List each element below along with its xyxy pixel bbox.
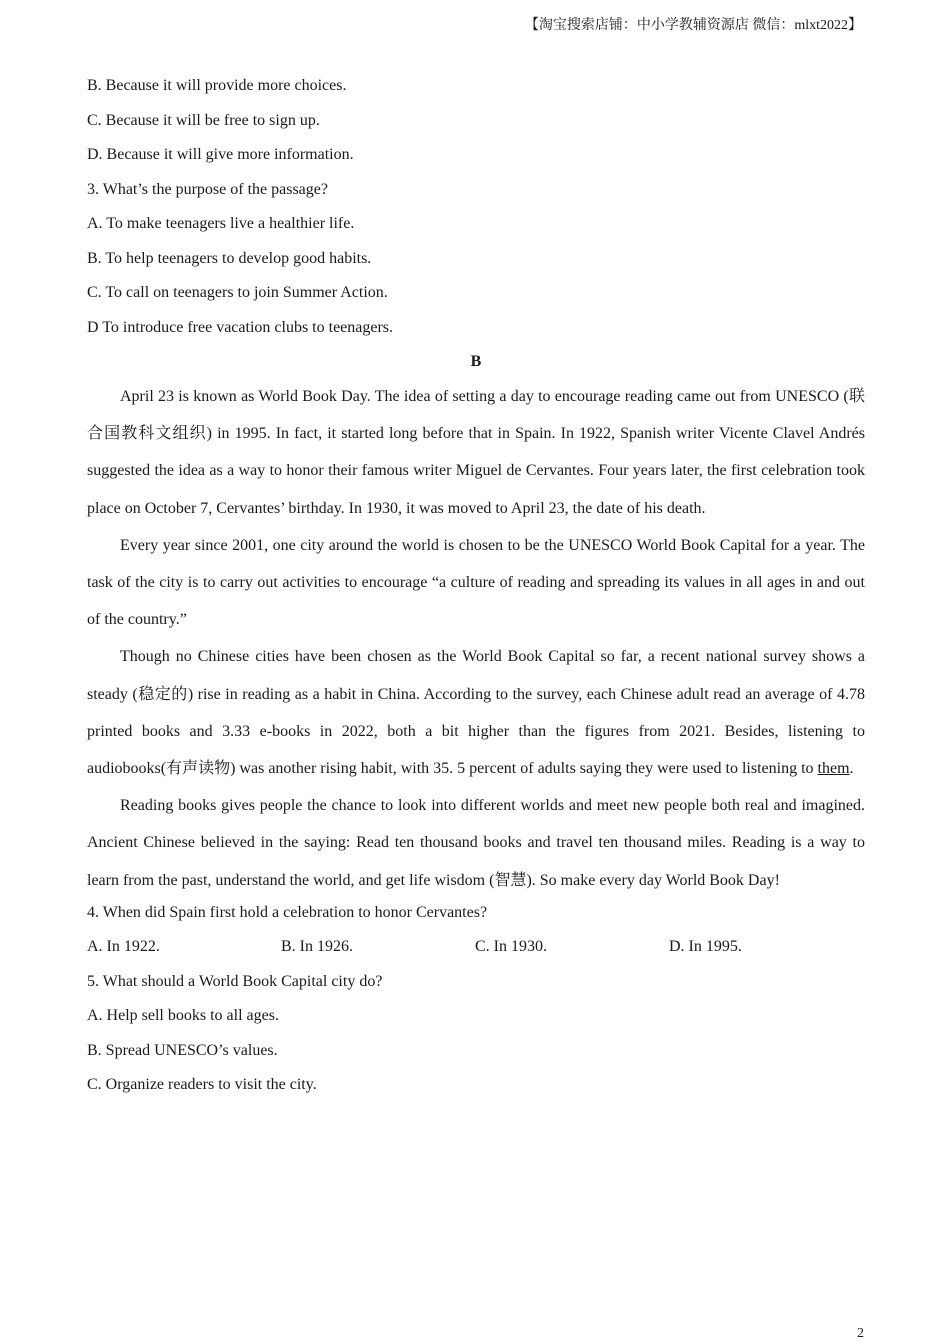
question-3-option-b: B. To help teenagers to develop good habits. <box>87 249 372 267</box>
header-shop-note: 【淘宝搜索店铺：中小学教辅资源店 微信：mlxt2022】 <box>524 18 862 33</box>
question-5-option-a: A. Help sell books to all ages. <box>87 1007 279 1025</box>
underlined-word-them: them <box>817 760 850 778</box>
question-4: 4. When did Spain first hold a celebration to honor Cervantes? <box>87 903 488 921</box>
question-4-option-a: A. In 1922. <box>87 938 160 956</box>
question-3-option-d: D To introduce free vacation clubs to teenagers. <box>87 318 394 336</box>
option-d: D. Because it will give more information. <box>87 146 354 163</box>
option-b: B. Because it will provide more choices. <box>87 77 347 94</box>
question-4-option-c: C. In 1930. <box>475 938 547 956</box>
page-number: 2 <box>857 1326 864 1341</box>
passage-paragraph-3 <box>87 638 865 787</box>
question-3-option-c: C. To call on teenagers to join Summer Action. <box>87 284 388 301</box>
passage-paragraph-1: April 23 is known as World Book Day. The idea of setting a day to encourage reading came out from UNESCO (联合国教科文组织) in 1995. In fact, it started long before that in Spain. In 1922, Spanish writer Vicente Clavel Andrés suggested the idea as a way to honor their famous writer Miguel de Cervantes. Four years later, the first celebration took place on October 7, Cervantes’ birthday. In 1930, it was moved to April 23, the date of his death. <box>87 388 866 517</box>
question-4-options <box>87 933 865 968</box>
question-5-option-b: B. Spread UNESCO’s values. <box>87 1041 278 1059</box>
question-3-option-a: A. To make teenagers live a healthier life. <box>87 215 355 232</box>
question-4-option-b: B. In 1926. <box>281 938 353 956</box>
question-5: 5. What should a World Book Capital city do? <box>87 972 383 990</box>
question-3: 3. What’s the purpose of the passage? <box>87 180 328 198</box>
question-4-option-d: D. In 1995. <box>669 938 742 956</box>
question-5-option-c: C. Organize readers to visit the city. <box>87 1076 317 1094</box>
option-c: C. Because it will be free to sign up. <box>87 111 320 129</box>
paragraph-3-text: Though no Chinese cities have been chosen as the World Book Capital so far, a recent national survey shows a steady (稳定的) rise in reading as a habit in China. According to the survey, each Chinese adult read an average of 4.78 printed books and 3.33 e-books in 2022, both a bit higher than the figures from 2021. Besides, listening to audiobooks(有声读物) was another rising habit, with 35. 5 percent of adults saying they were used to listening to <box>87 648 865 778</box>
paragraph-3-end: . <box>849 760 854 778</box>
section-b-title: B <box>470 353 482 370</box>
document-body <box>87 72 865 1106</box>
passage-paragraph-4: Reading books gives people the chance to look into different worlds and meet new people both real and imagined. Ancient Chinese believed in the saying: Read ten thousand books and travel ten thousand miles. Reading is a way to learn from the past, understand the world, and get life wisdom (智慧). So make every day World Book Day! <box>87 797 865 889</box>
passage-paragraph-2: Every year since 2001, one city around the world is chosen to be the UNESCO World Book Capital for a year. The task of the city is to carry out activities to encourage “a culture of reading and spreading its values in all ages in and out of the country.” <box>87 536 865 629</box>
